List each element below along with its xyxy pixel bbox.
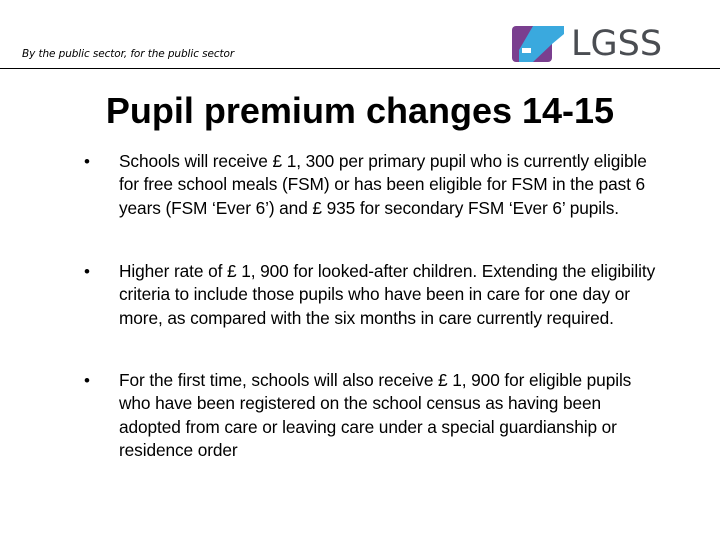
bullet-marker: • [84,152,90,171]
header-tagline: By the public sector, for the public sector [22,48,235,60]
bullet-marker: • [84,262,90,281]
header-divider [0,68,720,69]
bullet-text: Higher rate of £ 1, 900 for looked-after children. Extending the eligibility criteria to include those pupils who have been in care for one day or more, as compared with the six months in care currently required. [119,261,656,328]
lgss-logo [511,22,662,66]
lgss-logo-icon [511,24,565,64]
bullet-text: Schools will receive £ 1, 300 per primary pupil who is currently eligible for free school meals (FSM) or has been eligible for FSM in the past 6 years (FSM ‘Ever 6’) and £ 935 for secondary FSM ‘Ever 6’ pupils. [119,151,647,218]
slide-title: Pupil premium changes 14-15 [105,90,615,131]
bullet-marker: • [84,371,90,390]
logo-wordmark: LGSS [571,24,663,64]
bullet-text: For the first time, schools will also receive £ 1, 900 for eligible pupils who have been registered on the school census as having been adopted from care or leaving care under a special guardianship or residence order [119,370,632,461]
